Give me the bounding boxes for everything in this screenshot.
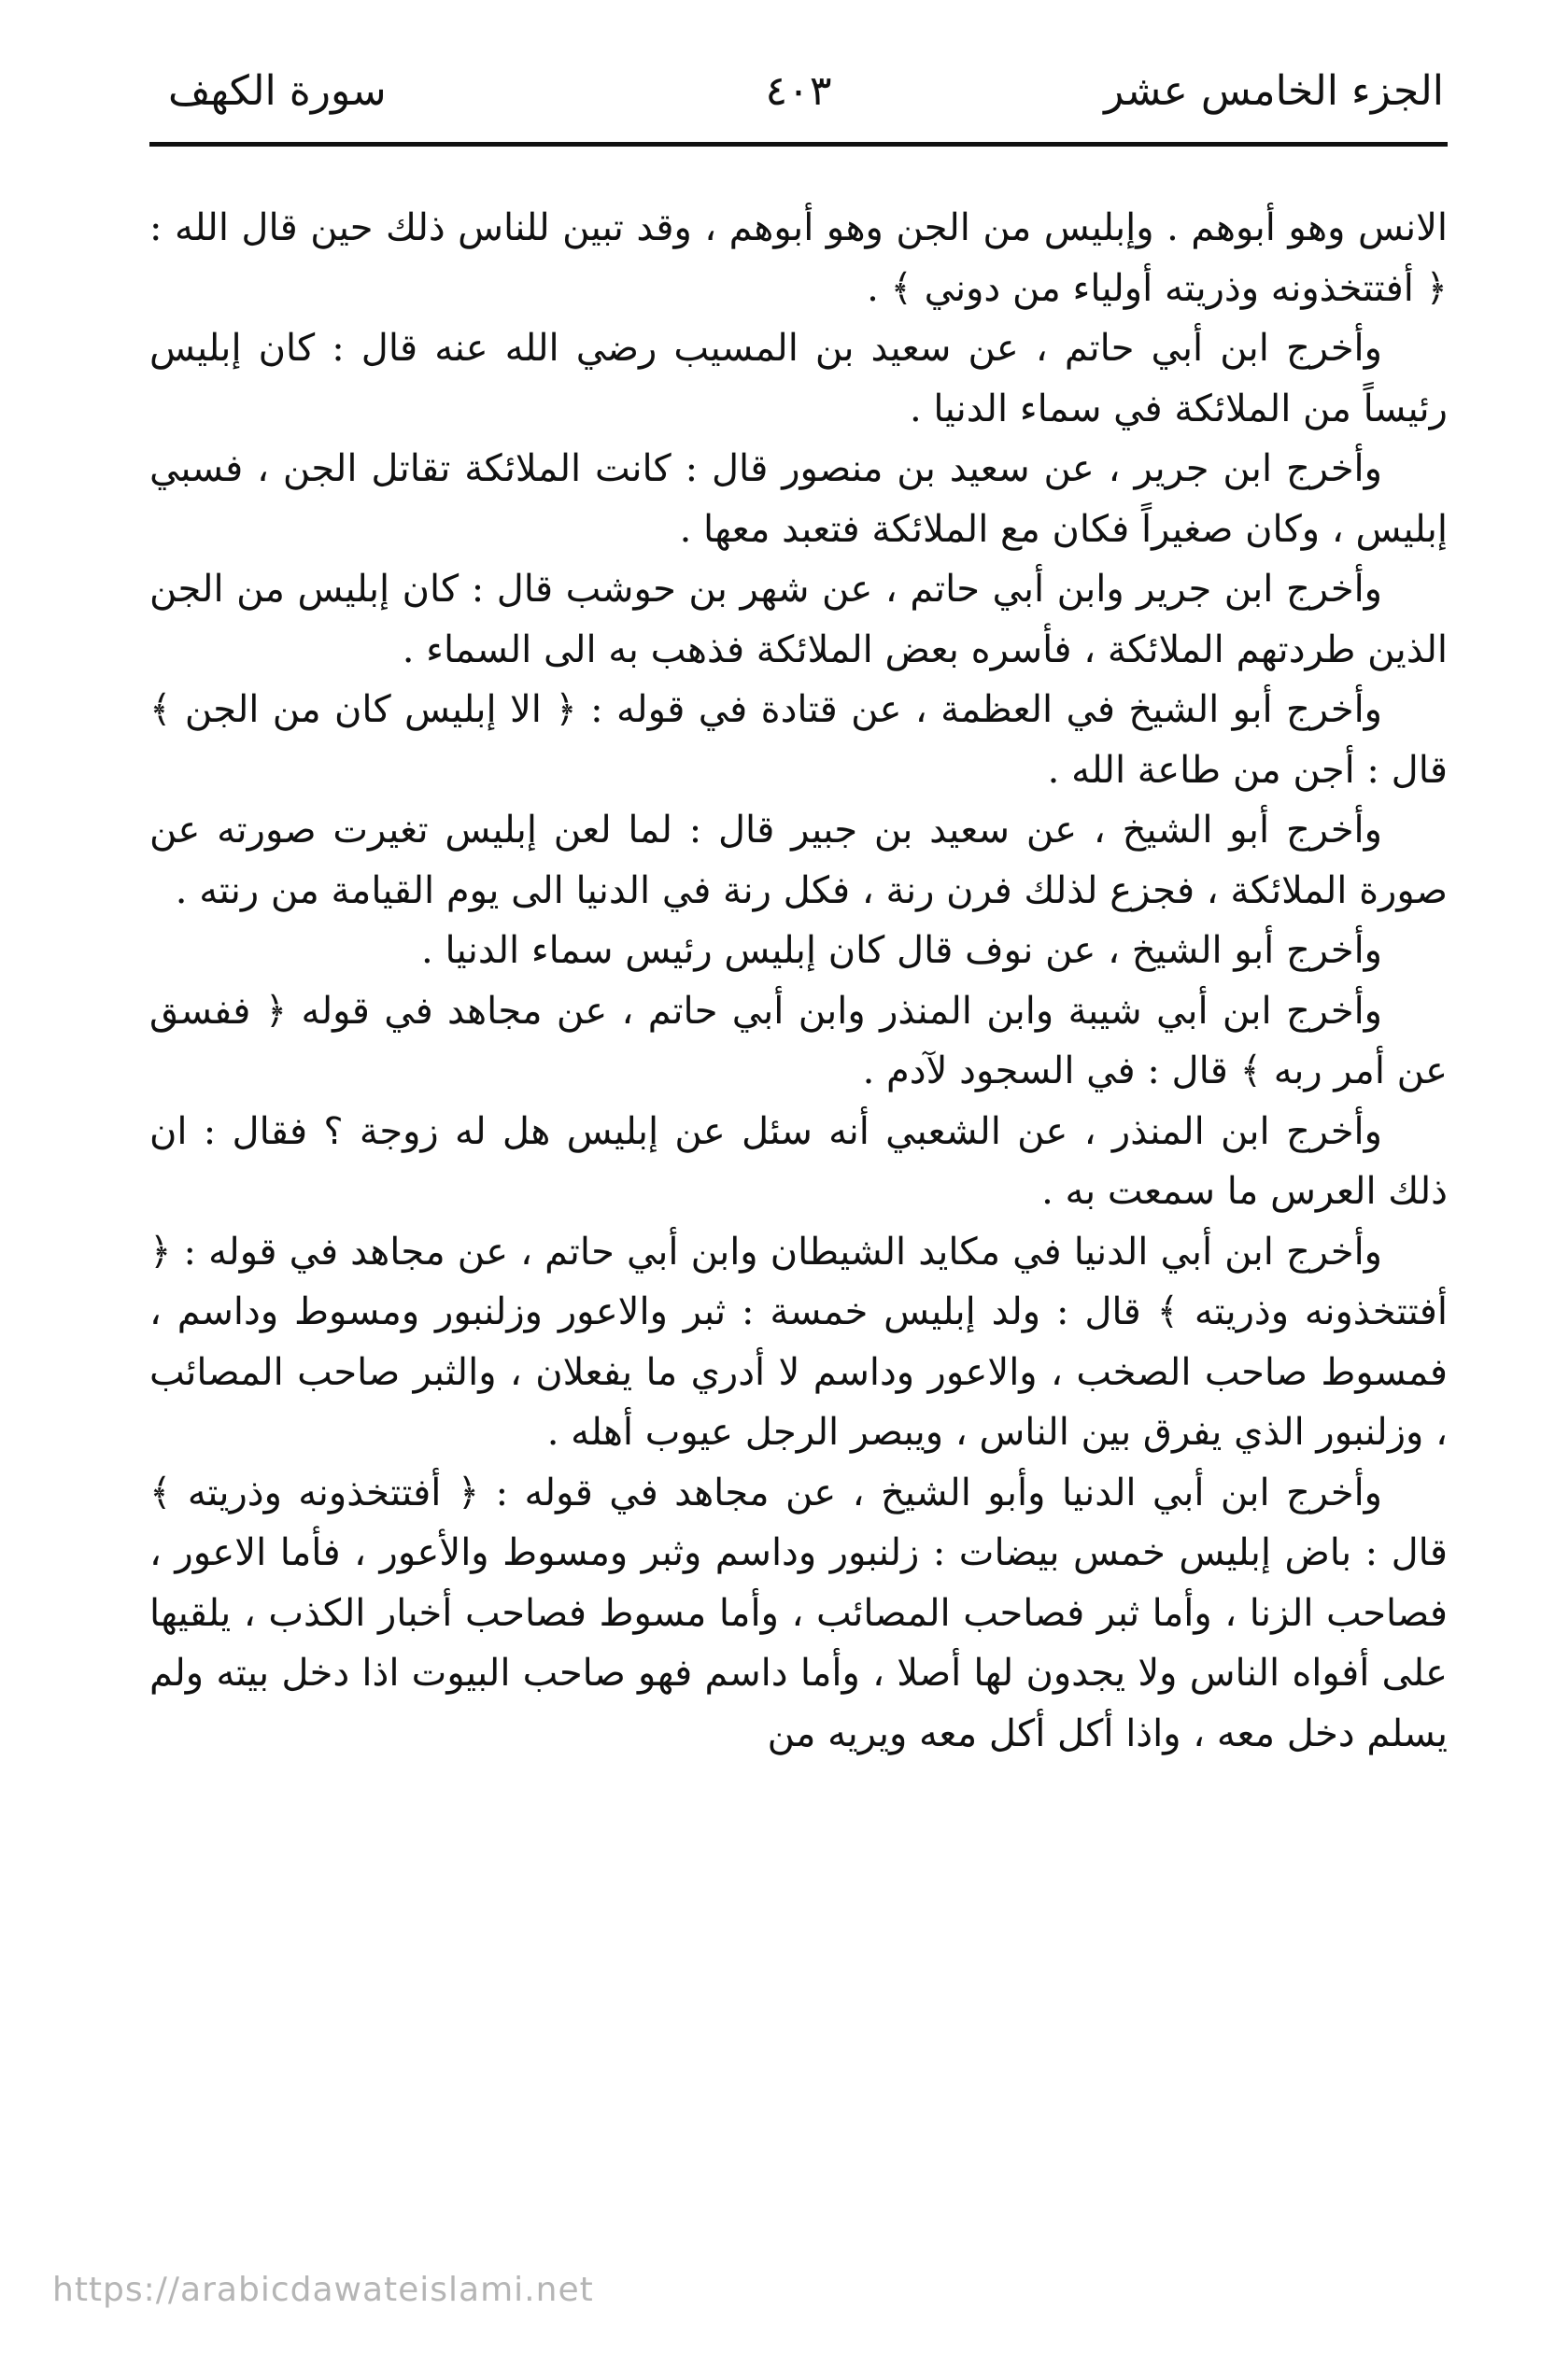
paragraph: وأخرج ابن أبي حاتم ، عن سعيد بن المسيب رضي الله عنه قال : كان إبليس رئيساً من الملائكة في سماء الدنيا . [149, 327, 1448, 430]
paragraph: وأخرج أبو الشيخ في العظمة ، عن قتادة في قوله : ﴿ الا إبليس كان من الجن ﴾ قال : أجن من طاعة الله . [149, 688, 1448, 792]
paragraph: الانس وهو أبوهم . وإبليس من الجن وهو أبوهم ، وقد تبين للناس ذلك حين قال الله : ﴿ أفتتخذونه وذريته أولياء من دوني ﴾ . [149, 206, 1448, 310]
surah-title: سورة الكهف [168, 67, 387, 115]
page-number: ٤٠٣ [765, 67, 832, 115]
running-header [149, 54, 1448, 129]
watermark-url: https://arabicdawateislami.net [52, 2271, 594, 2309]
paragraph: وأخرج ابن المنذر ، عن الشعبي أنه سئل عن إبليس هل له زوجة ؟ فقال : ان ذلك العرس ما سمعت به . [149, 1109, 1448, 1213]
paragraph: وأخرج أبو الشيخ ، عن سعيد بن جبير قال : لما لعن إبليس تغيرت صورته عن صورة الملائكة ، فجزع لذلك فرن رنة ، فكل رنة في الدنيا الى يوم القيامة من رنته . [149, 809, 1448, 912]
paragraph: وأخرج ابن أبي شيبة وابن المنذر وابن أبي حاتم ، عن مجاهد في قوله ﴿ ففسق عن أمر ربه ﴾ قال : في السجود لآدم . [149, 989, 1448, 1092]
main-text [149, 198, 1448, 1764]
paragraph: وأخرج أبو الشيخ ، عن نوف قال كان إبليس رئيس سماء الدنيا . [421, 929, 1382, 972]
paragraph: وأخرج ابن أبي الدنيا وأبو الشيخ ، عن مجاهد في قوله : ﴿ أفتتخذونه وذريته ﴾ قال : باض إبليس خمس بيضات : زلنبور وداسم وثبر ومسوط والأعور ، فأما الاعور ، فصاحب الزنا ، وأما ثبر فصاحب المصائب ، وأما مسوط فصاحب أخبار الكذب ، يلقيها على أفواه الناس ولا يجدون لها أصلا ، وأما داسم فهو صاحب البيوت اذا دخل بيته ولم يسلم دخل معه ، واذا أكل أكل معه ويريه من [149, 1471, 1448, 1755]
paragraph: وأخرج ابن جرير ، عن سعيد بن منصور قال : كانت الملائكة تقاتل الجن ، فسبي إبليس ، وكان صغيراً فكان مع الملائكة فتعبد معها . [149, 447, 1448, 551]
part-title: الجزء الخامس عشر [1104, 67, 1444, 115]
paragraph: وأخرج ابن جرير وابن أبي حاتم ، عن شهر بن حوشب قال : كان إبليس من الجن الذين طردتهم الملائكة ، فأسره بعض الملائكة فذهب به الى السماء . [149, 568, 1448, 671]
paragraph: وأخرج ابن أبي الدنيا في مكايد الشيطان وابن أبي حاتم ، عن مجاهد في قوله : ﴿ أفتتخذونه وذريته ﴾ قال : ولد إبليس خمسة : ثبر والاعور وزلنبور ومسوط وداسم ، فمسوط صاحب الصخب ، والاعور وداسم لا أدري ما يفعلان ، والثبر صاحب المصائب ، وزلنبور الذي يفرق بين الناس ، ويبصر الرجل عيوب أهله . [149, 1230, 1448, 1454]
header-rule [149, 142, 1448, 147]
